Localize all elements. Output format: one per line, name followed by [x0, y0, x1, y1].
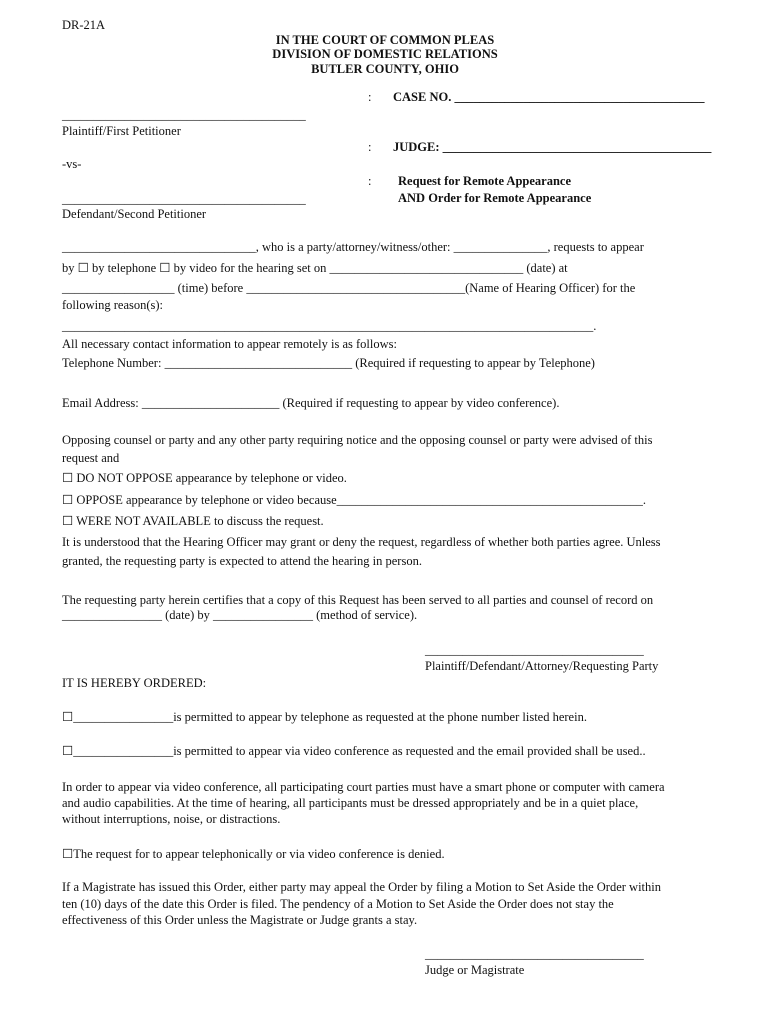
plaintiff-name-field[interactable]: _______________________________________	[62, 108, 306, 122]
video-requirements-text: In order to appear via video conference, all participating court parties must have a smart phone or computer with camera	[62, 780, 665, 794]
email-field[interactable]: Email Address: ______________________ (Required if requesting to appear by video conference).	[62, 396, 560, 410]
reasons-field[interactable]: _____________________________________________________________________________________.	[62, 319, 597, 333]
county-name: BUTLER COUNTY, OHIO	[311, 62, 459, 76]
case-number-field[interactable]: CASE NO. ________________________________________	[393, 90, 705, 104]
understood-text: It is understood that the Hearing Officer may grant or deny the request, regardless of whether both parties agree. Unless	[62, 535, 661, 549]
opposing-text: Opposing counsel or party and any other party requiring notice and the opposing counsel or party were advised of this	[62, 433, 653, 447]
video-permitted-checkbox[interactable]: ☐________________is permitted to appear via video conference as requested and the email provided shall be used..	[62, 744, 646, 758]
form-id: DR-21A	[62, 18, 106, 32]
oppose-checkbox[interactable]: ☐ OPPOSE appearance by telephone or video because_________________________________________________.	[62, 493, 647, 507]
opposing-text-cont: request and	[62, 451, 120, 465]
caption-colon: :	[368, 174, 372, 188]
telephone-field[interactable]: Telephone Number: ______________________________ (Required if requesting to appear by Telephone)	[62, 356, 595, 370]
judge-field[interactable]: JUDGE: ___________________________________________	[393, 140, 712, 154]
judge-signature-line[interactable]: ___________________________________	[425, 947, 644, 961]
request-denied-checkbox[interactable]: ☐The request for to appear telephonically or via video conference is denied.	[62, 847, 445, 861]
certification-text: The requesting party herein certifies that a copy of this Request has been served to all parties and counsel of record on	[62, 593, 654, 607]
not-available-checkbox[interactable]: ☐ WERE NOT AVAILABLE to discuss the request.	[62, 514, 324, 528]
video-requirements-text-end: without interruptions, noise, or distractions.	[62, 812, 281, 826]
hearing-time-line[interactable]: __________________ (time) before ___________________________________(Name of Hearing Officer) for the	[62, 281, 636, 295]
division-name: DIVISION OF DOMESTIC RELATIONS	[272, 47, 498, 61]
appeal-text-end: effectiveness of this Order unless the Magistrate or Judge grants a stay.	[62, 913, 418, 927]
judge-signature-label: Judge or Magistrate	[425, 963, 525, 977]
do-not-oppose-checkbox[interactable]: ☐ DO NOT OPPOSE appearance by telephone or video.	[62, 471, 347, 485]
appeal-text-cont: ten (10) days of the date this Order is filed. The pendency of a Motion to Set Aside the Order does not stay the	[62, 897, 614, 911]
appearance-type-line[interactable]: by ☐ by telephone ☐ by video for the hearing set on _______________________________ (date) at	[62, 261, 568, 275]
contact-intro: All necessary contact information to appear remotely is as follows:	[62, 337, 397, 351]
document-title-line2: AND Order for Remote Appearance	[398, 191, 592, 205]
document-title-line1: Request for Remote Appearance	[398, 174, 571, 188]
defendant-label: Defendant/Second Petitioner	[62, 207, 207, 221]
video-requirements-text-cont: and audio capabilities. At the time of hearing, all participants must be dressed appropriately and be in a quiet place,	[62, 796, 639, 810]
telephone-permitted-checkbox[interactable]: ☐________________is permitted to appear by telephone as requested at the phone number listed herein.	[62, 710, 587, 724]
requesting-party-signature-line[interactable]: ___________________________________	[425, 643, 644, 657]
request-line[interactable]: _______________________________, who is a party/attorney/witness/other: _______________, requests to appear	[62, 240, 644, 254]
plaintiff-label: Plaintiff/First Petitioner	[62, 124, 181, 138]
reasons-label: following reason(s):	[62, 298, 164, 312]
requesting-party-signature-label: Plaintiff/Defendant/Attorney/Requesting Party	[425, 659, 659, 673]
understood-text-cont: granted, the requesting party is expected to attend the hearing in person.	[62, 554, 422, 568]
defendant-name-field[interactable]: _______________________________________	[62, 192, 306, 206]
appeal-text: If a Magistrate has issued this Order, either party may appeal the Order by filing a Motion to Set Aside the Order within	[62, 880, 661, 894]
court-name: IN THE COURT OF COMMON PLEAS	[275, 33, 495, 47]
caption-colon: :	[368, 140, 372, 154]
versus-label: -vs-	[62, 157, 82, 171]
service-date-method-field[interactable]: ________________ (date) by ________________ (method of service).	[62, 608, 418, 622]
order-heading: IT IS HEREBY ORDERED:	[62, 676, 207, 690]
caption-colon: :	[368, 90, 372, 104]
